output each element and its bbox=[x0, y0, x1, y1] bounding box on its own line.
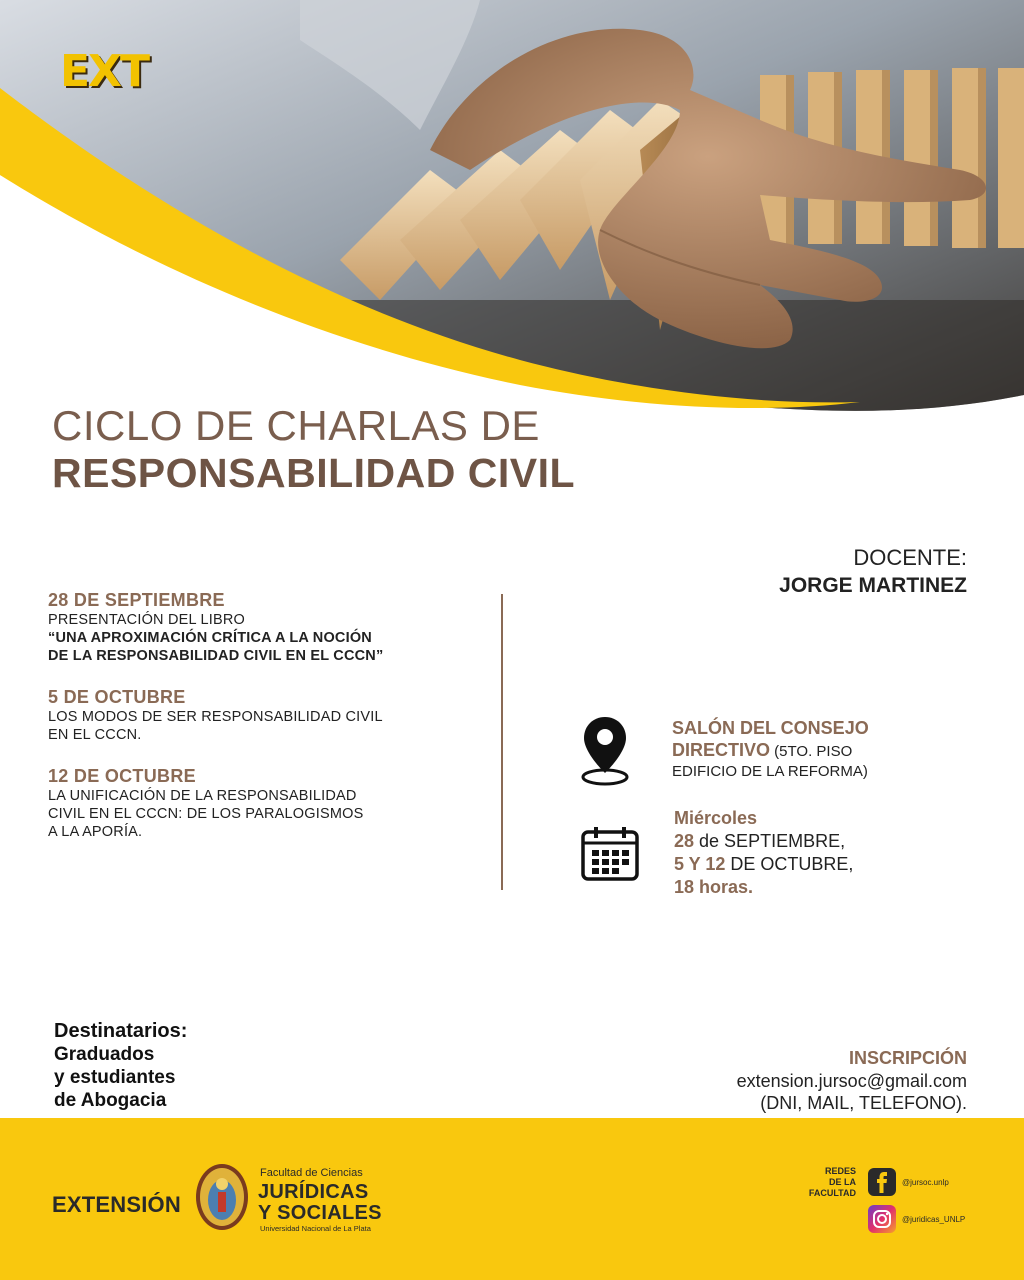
schedule-line: LOS MODOS DE SER RESPONSABILIDAD CIVIL bbox=[48, 709, 383, 725]
schedule-date: 12 DE OCTUBRE bbox=[48, 766, 196, 786]
redes-line: FACULTAD bbox=[808, 1188, 856, 1198]
location-line-2 bbox=[672, 739, 852, 763]
schedule-item-2 bbox=[48, 687, 468, 744]
destinatarios-line: de Abogacia bbox=[54, 1090, 167, 1111]
when-d1: 28 bbox=[674, 831, 695, 851]
schedule-item-1 bbox=[48, 590, 468, 665]
inscripcion-email[interactable]: extension.jursoc@gmail.com bbox=[736, 1071, 967, 1091]
ext-logo: EXT bbox=[60, 46, 148, 97]
schedule-line: PRESENTACIÓN DEL LIBRO bbox=[48, 612, 245, 628]
location-bold: DIRECTIVO bbox=[672, 740, 771, 760]
when-time bbox=[674, 875, 753, 899]
docente-name: JORGE MARTINEZ bbox=[779, 574, 967, 597]
vertical-divider bbox=[501, 594, 503, 890]
instagram-handle[interactable]: @juridicas_UNLP bbox=[902, 1215, 966, 1224]
faculty-line-1: JURÍDICAS bbox=[258, 1181, 369, 1203]
schedule-date: 28 DE SEPTIEMBRE bbox=[48, 590, 225, 610]
when-line-2 bbox=[674, 852, 853, 876]
when-d2: 5 Y 12 bbox=[674, 854, 726, 874]
redes-line: REDES bbox=[824, 1166, 856, 1176]
when-day-label: Miércoles bbox=[674, 808, 758, 828]
schedule-item-3 bbox=[48, 766, 468, 841]
when-d2-rest: DE OCTUBRE, bbox=[725, 854, 854, 874]
calendar-icon bbox=[580, 826, 640, 887]
when-time-label: 18 horas. bbox=[674, 877, 754, 897]
destinatarios bbox=[54, 1020, 187, 1112]
facebook-handle[interactable]: @jursoc.unlp bbox=[902, 1178, 949, 1187]
inscripcion-title: INSCRIPCIÓN bbox=[848, 1048, 967, 1068]
inscripcion-note: (DNI, MAIL, TELEFONO). bbox=[760, 1093, 967, 1113]
destinatarios-line: Graduados bbox=[54, 1044, 155, 1065]
when-d1-rest: de SEPTIEMBRE, bbox=[694, 831, 846, 851]
hero-photo bbox=[0, 0, 1024, 420]
university-crest-icon bbox=[194, 1162, 250, 1237]
faculty-line-2: Y SOCIALES bbox=[258, 1202, 382, 1224]
when-line-1 bbox=[674, 829, 845, 853]
location-line-3: EDIFICIO DE LA REFORMA) bbox=[672, 763, 868, 780]
destinatarios-title: Destinatarios: bbox=[54, 1020, 188, 1042]
extension-label: EXTENSIÓN bbox=[52, 1192, 181, 1217]
docente-label: DOCENTE: bbox=[853, 545, 967, 570]
destinatarios-line: y estudiantes bbox=[54, 1067, 176, 1088]
footer-bar bbox=[0, 1118, 1024, 1280]
location-rest: (5TO. PISO bbox=[770, 743, 853, 760]
map-pin-icon bbox=[578, 713, 632, 792]
instagram-icon[interactable] bbox=[868, 1205, 896, 1233]
title-line-1: CICLO DE CHARLAS DE bbox=[52, 402, 540, 449]
schedule-line: LA UNIFICACIÓN DE LA RESPONSABILIDAD bbox=[48, 788, 357, 804]
redes-label bbox=[792, 1166, 856, 1199]
when-day bbox=[674, 806, 757, 830]
title-line-2: RESPONSABILIDAD CIVIL bbox=[52, 450, 576, 496]
facebook-icon[interactable] bbox=[868, 1168, 896, 1196]
schedule-date: 5 DE OCTUBRE bbox=[48, 687, 186, 707]
schedule-line: EN EL CCCN. bbox=[48, 727, 142, 743]
schedule-line-bold: “UNA APROXIMACIÓN CRÍTICA A LA NOCIÓN bbox=[48, 630, 372, 646]
location-title: SALÓN DEL CONSEJO bbox=[672, 718, 869, 738]
faculty-small: Facultad de Ciencias bbox=[260, 1167, 363, 1179]
inscripcion bbox=[737, 1046, 967, 1114]
redes-line: DE LA bbox=[829, 1177, 856, 1187]
schedule-line-bold: DE LA RESPONSABILIDAD CIVIL EN EL CCCN” bbox=[48, 648, 384, 664]
schedule-line: CIVIL EN EL CCCN: DE LOS PARALOGISMOS bbox=[48, 806, 364, 822]
schedule-line: A LA APORÍA. bbox=[48, 824, 143, 840]
university-name: Universidad Nacional de La Plata bbox=[260, 1224, 371, 1233]
